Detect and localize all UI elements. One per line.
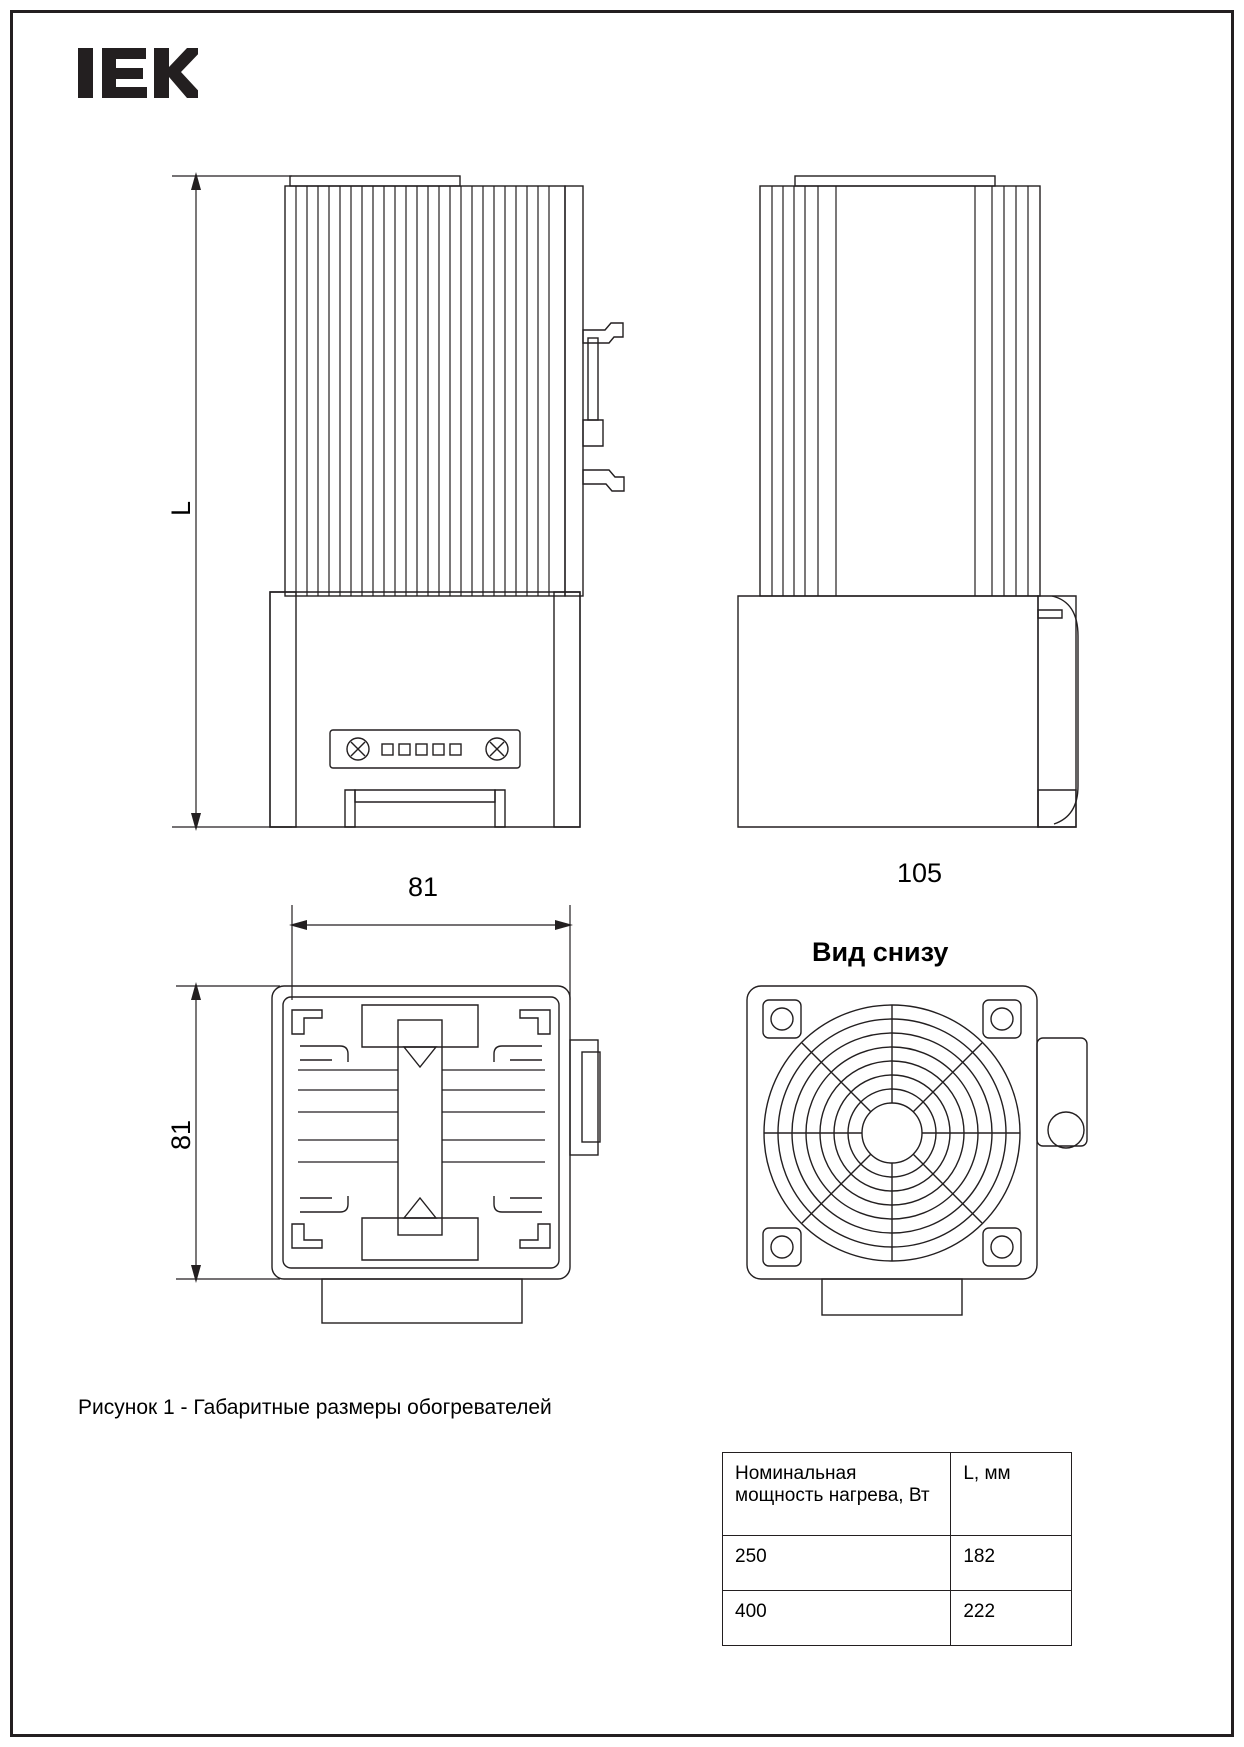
cell-length: 222 xyxy=(951,1591,1072,1646)
header-length: L, мм xyxy=(951,1453,1072,1536)
cell-power: 250 xyxy=(723,1536,951,1591)
specification-table xyxy=(722,1452,1072,1646)
dimension-label-top-height: 81 xyxy=(166,1119,196,1150)
table-row xyxy=(723,1591,1072,1646)
dimension-label-depth-side: 105 xyxy=(897,858,943,888)
table-row xyxy=(723,1536,1072,1591)
table-header-row xyxy=(723,1453,1072,1536)
header-power-line1: Номинальная xyxy=(735,1463,857,1484)
bottom-view-title: Вид снизу xyxy=(812,937,949,967)
cell-power: 400 xyxy=(723,1591,951,1646)
header-power xyxy=(723,1453,951,1536)
figure-caption: Рисунок 1 - Габаритные размеры обогревателей xyxy=(78,1396,552,1419)
header-power-line2: мощность нагрева, Вт xyxy=(735,1485,930,1506)
dimension-label-L: L xyxy=(166,500,196,516)
iek-logo xyxy=(78,42,198,104)
dimension-label-width-front: 81 xyxy=(408,872,439,902)
cell-length: 182 xyxy=(951,1536,1072,1591)
